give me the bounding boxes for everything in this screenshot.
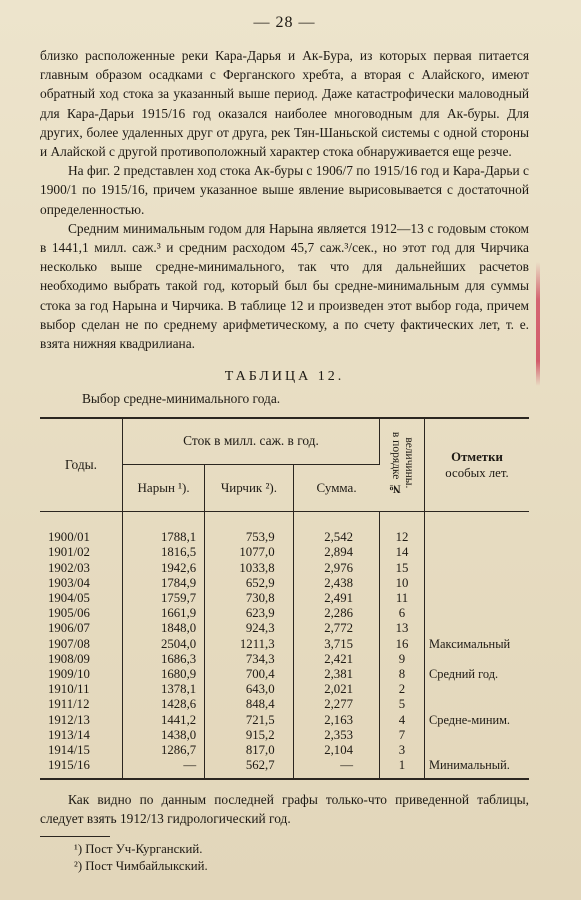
rank-cell: 5 — [380, 697, 425, 712]
header-rank-line2: в порядке — [390, 432, 402, 480]
year-cell: 1911/12 — [40, 697, 123, 712]
rank-cell: 4 — [380, 713, 425, 728]
sum-cell: 2,976 — [293, 561, 379, 576]
table-row — [40, 652, 529, 667]
sum-cell: 2,491 — [293, 591, 379, 606]
table-row — [40, 713, 529, 728]
note-cell — [425, 591, 530, 606]
sum-cell: 2,021 — [293, 682, 379, 697]
table-row — [40, 697, 529, 712]
year-cell: 1901/02 — [40, 545, 123, 560]
red-pencil-mark — [536, 262, 540, 386]
rank-cell: 6 — [380, 606, 425, 621]
chirchik-cell: 734,3 — [205, 652, 293, 667]
rank-cell: 1 — [380, 758, 425, 778]
table-body — [40, 512, 529, 779]
naryn-cell: 1788,1 — [123, 530, 205, 545]
page-number: — 28 — — [253, 14, 316, 31]
note-cell: Минимальный. — [429, 758, 510, 773]
year-cell: 1903/04 — [40, 576, 123, 591]
year-cell: 1913/14 — [40, 728, 123, 743]
note-cell — [425, 530, 530, 545]
sum-cell: — — [293, 758, 379, 778]
naryn-cell: 1680,9 — [123, 667, 205, 682]
table-subtitle: Выбор средне-минимального года. — [82, 391, 281, 407]
year-cell: 1914/15 — [40, 743, 123, 758]
table-row — [40, 743, 529, 758]
header-notes-line1: Отметки — [451, 450, 503, 465]
header-rank — [380, 418, 425, 512]
naryn-cell: 1378,1 — [123, 682, 205, 697]
table-row — [40, 545, 529, 560]
conclusion-paragraph: Как видно по данным последней графы только-что приведенной таблицы, следует взять 1912/13 гидрологический год. — [40, 791, 529, 826]
rank-cell: 15 — [380, 561, 425, 576]
table-row — [40, 637, 529, 652]
footnote-2: ²) Пост Чимбайлыкский. — [74, 858, 208, 873]
table-row — [40, 606, 529, 621]
sum-cell: 2,286 — [293, 606, 379, 621]
rank-cell: 2 — [380, 682, 425, 697]
rank-cell: 3 — [380, 743, 425, 758]
paragraph-1: близко расположенные реки Кара-Дарья и Ак-Бура, из которых первая питается главным образом осадками с Ферганского хребта, а вторая с Алайского, имеют обратный ход стока за указанный выше период. Даже катастрофически маловодный для Кара-Дарьи 1915/16 год оказался наиболее многоводным для Ак-буры. Для других, более удаленных друг от друга, рек Тян-Шаньской системы с одной стороны и Алайской с другой противоположный характер стока обнаруживается еще резче. — [40, 48, 529, 160]
chirchik-cell: 817,0 — [205, 743, 293, 758]
year-cell: 1910/11 — [40, 682, 123, 697]
rank-cell: 12 — [380, 530, 425, 545]
sum-cell: 2,542 — [293, 530, 379, 545]
header-rank-line3: величины. — [403, 437, 415, 489]
naryn-cell: 2504,0 — [123, 637, 205, 652]
note-cell — [425, 561, 530, 576]
note-cell — [425, 743, 530, 758]
chirchik-cell: 915,2 — [205, 728, 293, 743]
naryn-cell: 1942,6 — [123, 561, 205, 576]
chirchik-cell: 623,9 — [205, 606, 293, 621]
paragraph-2: На фиг. 2 представлен ход стока Ак-буры с 1906/7 по 1915/16 год и Кара-Дарьи с 1900/1 по 1915/16, причем указанное выше явление вырисовывается с достаточной определенностью. — [40, 163, 529, 217]
note-cell — [425, 606, 530, 621]
table-row — [40, 682, 529, 697]
sum-cell: 2,353 — [293, 728, 379, 743]
chirchik-cell: 721,5 — [205, 713, 293, 728]
rank-cell: 16 — [380, 637, 425, 652]
footnote-rule — [40, 836, 110, 837]
sum-cell: 2,104 — [293, 743, 379, 758]
header-notes-line2: особых лет. — [445, 466, 509, 481]
rank-cell: 8 — [380, 667, 425, 682]
year-cell: 1905/06 — [40, 606, 123, 621]
header-sum: Сумма. — [293, 464, 379, 512]
naryn-cell: 1428,6 — [123, 697, 205, 712]
note-cell — [425, 682, 530, 697]
naryn-cell: 1438,0 — [123, 728, 205, 743]
chirchik-cell: 730,8 — [205, 591, 293, 606]
note-cell: Средне-миним. — [429, 712, 511, 727]
chirchik-cell: 562,7 — [205, 758, 293, 778]
year-cell: 1912/13 — [40, 713, 123, 728]
table-row — [40, 621, 529, 636]
sum-cell: 2,772 — [293, 621, 379, 636]
table-spacer-row — [40, 512, 529, 531]
rank-cell: 9 — [380, 652, 425, 667]
selection-table — [40, 417, 529, 779]
note-cell: Средний год. — [429, 667, 499, 682]
note-cell — [425, 621, 530, 636]
note-cell — [425, 697, 530, 712]
table-row — [40, 667, 529, 682]
chirchik-cell: 652,9 — [205, 576, 293, 591]
sum-cell: 2,438 — [293, 576, 379, 591]
naryn-cell: 1848,0 — [123, 621, 205, 636]
sum-cell: 2,381 — [293, 667, 379, 682]
rank-cell: 14 — [380, 545, 425, 560]
note-cell — [425, 652, 530, 667]
year-cell: 1907/08 — [40, 637, 123, 652]
table-row — [40, 758, 529, 778]
chirchik-cell: 1033,8 — [205, 561, 293, 576]
table-row — [40, 591, 529, 606]
chirchik-cell: 643,0 — [205, 682, 293, 697]
rank-cell: 13 — [380, 621, 425, 636]
rank-cell: 10 — [380, 576, 425, 591]
year-cell: 1902/03 — [40, 561, 123, 576]
table-title: ТАБЛИЦА 12. — [224, 369, 345, 385]
sum-cell: 3,715 — [293, 637, 379, 652]
naryn-cell: 1784,9 — [123, 576, 205, 591]
note-cell: Максимальный — [429, 636, 511, 651]
naryn-cell: 1286,7 — [123, 743, 205, 758]
naryn-cell: 1661,9 — [123, 606, 205, 621]
chirchik-cell: 1077,0 — [205, 545, 293, 560]
chirchik-cell: 1211,3 — [205, 637, 293, 652]
header-stock: Сток в милл. саж. в год. — [123, 418, 380, 464]
year-cell: 1915/16 — [40, 758, 123, 778]
rank-cell: 11 — [380, 591, 425, 606]
header-rank-text — [389, 432, 415, 494]
sum-cell: 2,277 — [293, 697, 379, 712]
year-cell: 1906/07 — [40, 621, 123, 636]
chirchik-cell: 753,9 — [205, 530, 293, 545]
year-cell: 1900/01 — [40, 530, 123, 545]
sum-cell: 2,894 — [293, 545, 379, 560]
naryn-cell: 1816,5 — [123, 545, 205, 560]
footnote-1: ¹) Пост Уч-Курганский. — [74, 841, 203, 856]
sum-cell: 2,163 — [293, 713, 379, 728]
header-notes — [425, 418, 530, 512]
note-cell — [425, 576, 530, 591]
paragraph-3: Средним минимальным годом для Нарына является 1912—13 с годовым стоком в 1441,1 милл. саж.³ и средним расходом 45,7 саж.³/сек., но этот год для Чирчика несколько выше средне-минимального, так что для дальнейших расчетов необходимо выбрать такой год, который был бы средне-минимальным для суммы стока за год Нарына и Чирчика. В таблице 12 и произведен этот выбор года, причем выбор сделан не по среднему арифметическому, а по счету фактических лет, т. е. взята нижняя квадрилиана. — [40, 220, 529, 352]
naryn-cell: — — [123, 758, 205, 778]
sum-cell: 2,421 — [293, 652, 379, 667]
year-cell: 1909/10 — [40, 667, 123, 682]
naryn-cell: 1759,7 — [123, 591, 205, 606]
table-row — [40, 561, 529, 576]
chirchik-cell: 848,4 — [205, 697, 293, 712]
table-row — [40, 576, 529, 591]
chirchik-cell: 924,3 — [205, 621, 293, 636]
naryn-cell: 1441,2 — [123, 713, 205, 728]
note-cell — [425, 545, 530, 560]
table-row — [40, 530, 529, 545]
chirchik-cell: 700,4 — [205, 667, 293, 682]
naryn-cell: 1686,3 — [123, 652, 205, 667]
table-row — [40, 728, 529, 743]
header-naryn: Нарын ¹). — [123, 464, 205, 512]
header-chirchik: Чирчик ²). — [205, 464, 293, 512]
year-cell: 1908/09 — [40, 652, 123, 667]
rank-cell: 7 — [380, 728, 425, 743]
header-years: Годы. — [40, 418, 123, 512]
year-cell: 1904/05 — [40, 591, 123, 606]
note-cell — [425, 728, 530, 743]
header-rank-symbol: № — [389, 482, 401, 495]
